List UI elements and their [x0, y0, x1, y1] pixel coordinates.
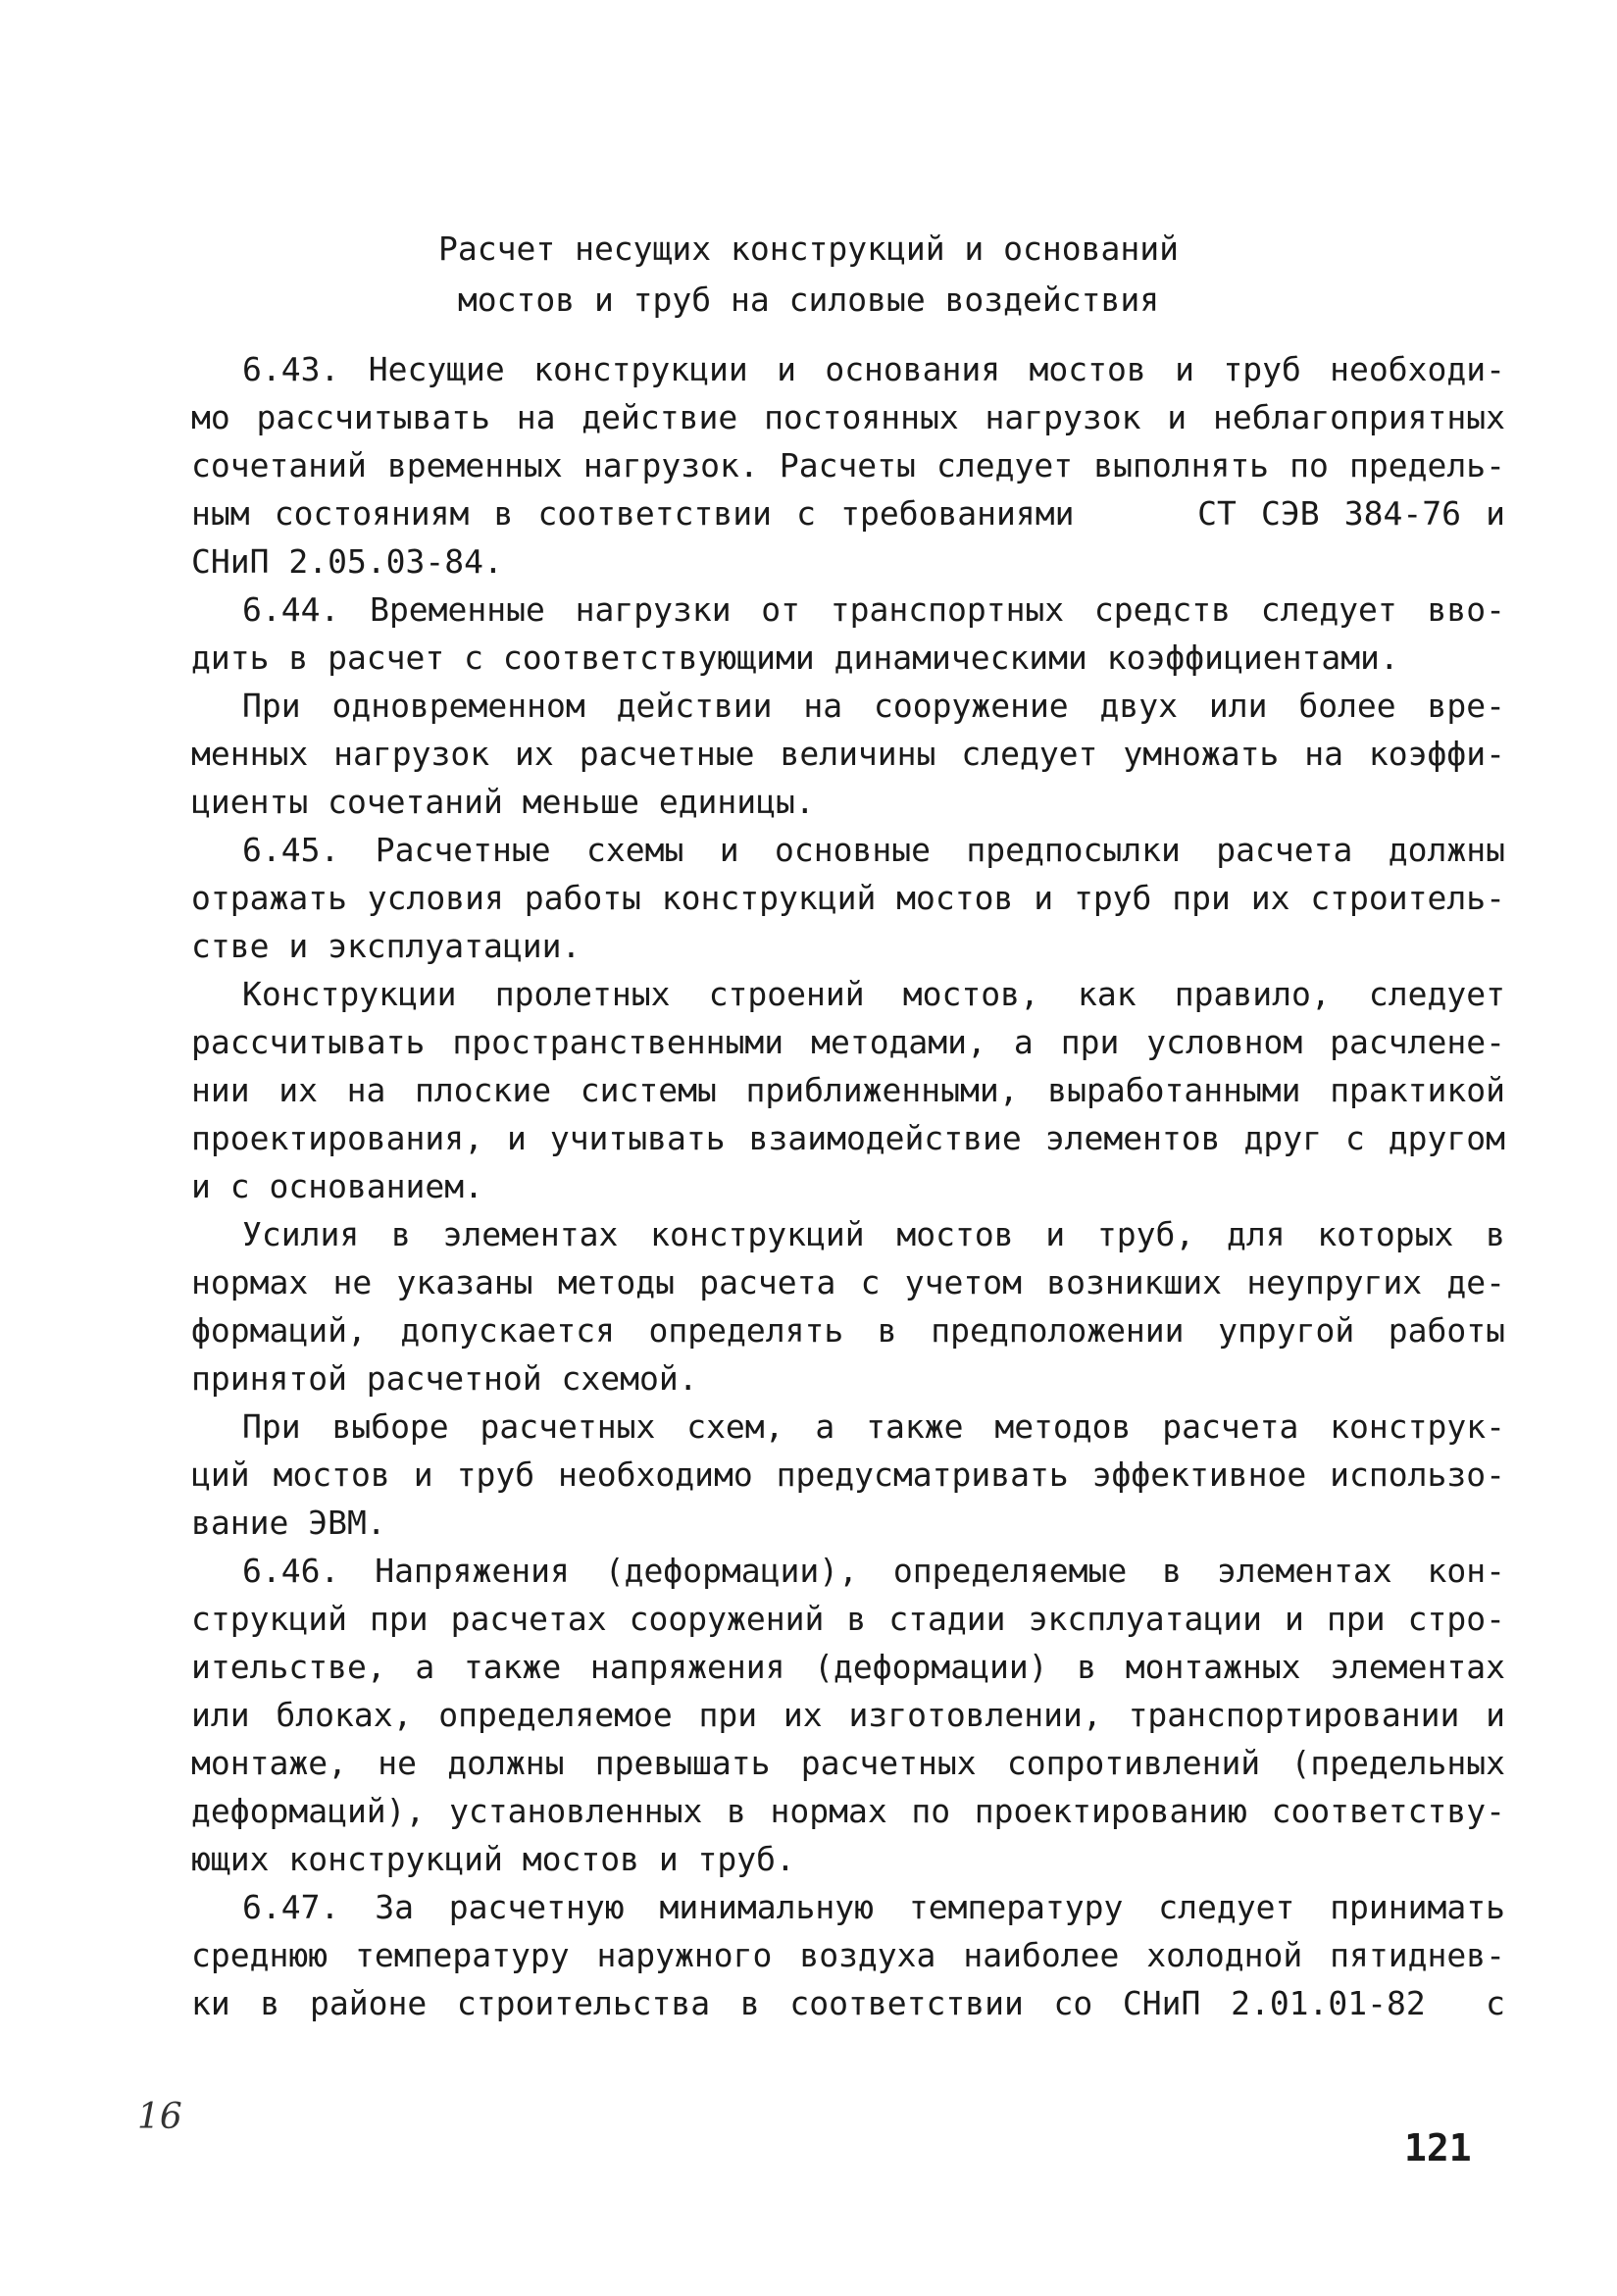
text-line: проектирования, и учитывать взаимодействие элементов друг с другом [191, 1119, 1505, 1157]
text-line: вание ЭВМ. [191, 1504, 386, 1542]
text-line: Конструкции пролетных строений мостов, как правило, следует [242, 975, 1505, 1013]
text-line: принятой расчетной схемой. [191, 1359, 698, 1398]
paragraph [191, 1883, 1505, 2027]
text-line: или блоках, определяемое при их изготовлении, транспортировании и [191, 1696, 1505, 1734]
text-line: менных нагрузок их расчетные величины следует умножать на коэффи- [191, 735, 1505, 773]
page-number: 121 [1404, 2126, 1472, 2169]
paragraph [191, 345, 1505, 586]
text-line: струкций при расчетах сооружений в стадии эксплуатации и при стро- [191, 1600, 1505, 1638]
paragraph [191, 1547, 1505, 1883]
text-line: стве и эксплуатации. [191, 927, 581, 965]
text-line: монтаже, не должны превышать расчетных сопротивлений (предельных [191, 1744, 1505, 1782]
text-line: ным состояниям в соответствии с требованиями СТ СЭВ 384-76 и [191, 494, 1505, 533]
sheet-mark: 16 [137, 2097, 182, 2137]
text-line: среднюю температуру наружного воздуха наиболее холодной пятиднев- [191, 1936, 1505, 1974]
text-line: СНиП 2.05.03-84. [191, 542, 503, 581]
text-line: 6.44. Временные нагрузки от транспортных средств следует вво- [242, 590, 1505, 629]
paragraph [191, 826, 1505, 970]
text-line: циенты сочетаний меньше единицы. [191, 783, 815, 821]
document-body [191, 345, 1505, 2027]
text-line: При одновременном действии на сооружение двух или более вре- [242, 687, 1505, 725]
text-line: 6.45. Расчетные схемы и основные предпосылки расчета должны [242, 831, 1505, 869]
text-line: 6.47. За расчетную минимальную температуру следует принимать [242, 1888, 1505, 1926]
text-line: ки в районе строительства в соответствии со СНиП 2.01.01-82 с [191, 1984, 1505, 2022]
text-line: ющих конструкций мостов и труб. [191, 1840, 795, 1878]
text-line: нии их на плоские системы приближенными, выработанными практикой [191, 1071, 1505, 1109]
text-line: 6.43. Несущие конструкции и основания мостов и труб необходи- [242, 350, 1505, 388]
text-line: сочетаний временных нагрузок. Расчеты следует выполнять по предель- [191, 446, 1505, 485]
text-line: формаций, допускается определять в предположении упругой работы [191, 1311, 1505, 1350]
text-line: нормах не указаны методы расчета с учетом возникших неупругих де- [191, 1263, 1505, 1301]
text-line: отражать условия работы конструкций мостов и труб при их строитель- [191, 879, 1505, 917]
paragraph [191, 970, 1505, 1210]
text-line: ительстве, а также напряжения (деформации) в монтажных элементах [191, 1648, 1505, 1686]
text-line: мо рассчитывать на действие постоянных нагрузок и неблагоприятных [191, 398, 1505, 436]
text-line: деформаций), установленных в нормах по проектированию соответству- [191, 1792, 1505, 1830]
section-heading-line-2: мостов и труб на силовые воздействия [457, 281, 1160, 319]
text-line: рассчитывать пространственными методами, а при условном расчлене- [191, 1023, 1505, 1061]
paragraph [191, 682, 1505, 826]
text-line: дить в расчет с соответствующими динамическими коэффициентами. [191, 638, 1399, 677]
text-line: При выборе расчетных схем, а также методов расчета конструк- [242, 1407, 1505, 1446]
text-line: Усилия в элементах конструкций мостов и труб, для которых в [242, 1215, 1505, 1253]
text-line: ций мостов и труб необходимо предусматривать эффективное использо- [191, 1455, 1505, 1494]
text-line: 6.46. Напряжения (деформации), определяемые в элементах кон- [242, 1552, 1505, 1590]
paragraph [191, 1403, 1505, 1547]
paragraph [191, 1210, 1505, 1403]
text-line: и с основанием. [191, 1167, 484, 1205]
section-heading-line-1: Расчет несущих конструкций и оснований [438, 230, 1179, 268]
paragraph [191, 586, 1505, 682]
section-heading [0, 224, 1617, 326]
